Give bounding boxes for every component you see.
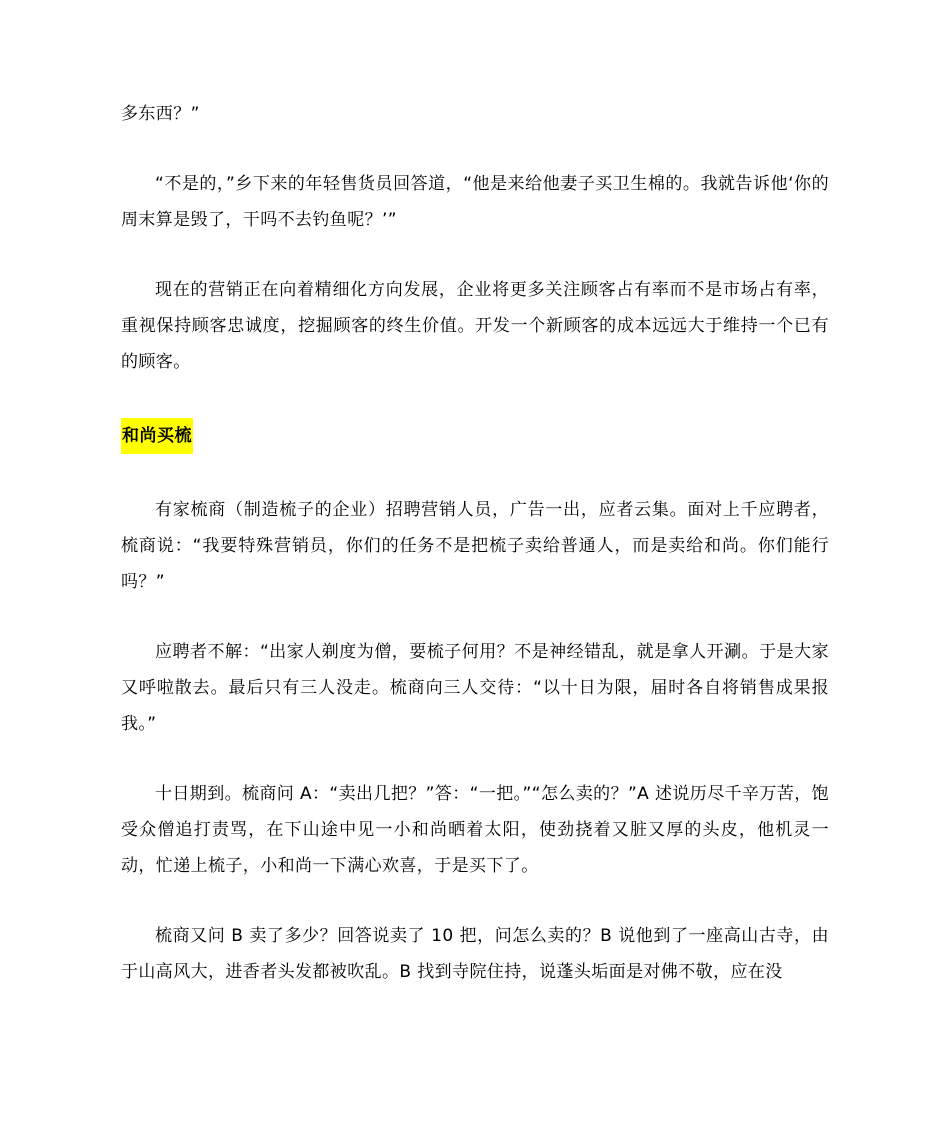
paragraph-salesman-reply: “不是的，”乡下来的年轻售货员回答道，“他是来给他妻子买卫生棉的。我就告诉他‘你的周末算是毁了，干吗不去钓鱼呢？’”	[121, 174, 829, 230]
paragraph-marketing-trend: 现在的营销正在向着精细化方向发展，企业将更多关注顾客占有率而不是市场占有率，重视保持顾客忠诚度，挖掘顾客的终生价值。开发一个新顾客的成本远远大于维持一个已有的顾客。	[121, 280, 829, 372]
paragraph-salesman-b: 梳商又问 B 卖了多少？回答说卖了 10 把，问怎么卖的？B 说他到了一座高山古寺，由于山高风大，进香者头发都被吹乱。B 找到寺院住持，说蓬头垢面是对佛不敬，应在没	[121, 926, 829, 982]
paragraph-comb-merchant-hiring: 有家梳商（制造梳子的企业）招聘营销人员，广告一出，应者云集。面对上千应聘者，梳商说：“我要特殊营销员，你们的任务不是把梳子卖给普通人，而是卖给和尚。你们能行吗？”	[121, 500, 829, 592]
paragraph-salesman-a: 十日期到。梳商问 A：“卖出几把？”答：“一把。”“怎么卖的？”A 述说历尽千辛万苦，饱受众僧追打责骂，在下山途中见一小和尚晒着太阳，使劲挠着又脏又厚的头皮，他机灵一动，忙递上梳子，小和尚一下满心欢喜，于是买下了。	[121, 784, 830, 876]
paragraph-applicants-leave: 应聘者不解：“出家人剃度为僧，要梳子何用？不是神经错乱，就是拿人开涮。于是大家又呼啦散去。最后只有三人没走。梳商向三人交待：“以十日为限，届时各自将销售成果报我。”	[121, 642, 829, 734]
paragraph-fragment-top: 多东西？”	[121, 104, 200, 124]
section-heading: 和尚买梳	[121, 418, 193, 454]
